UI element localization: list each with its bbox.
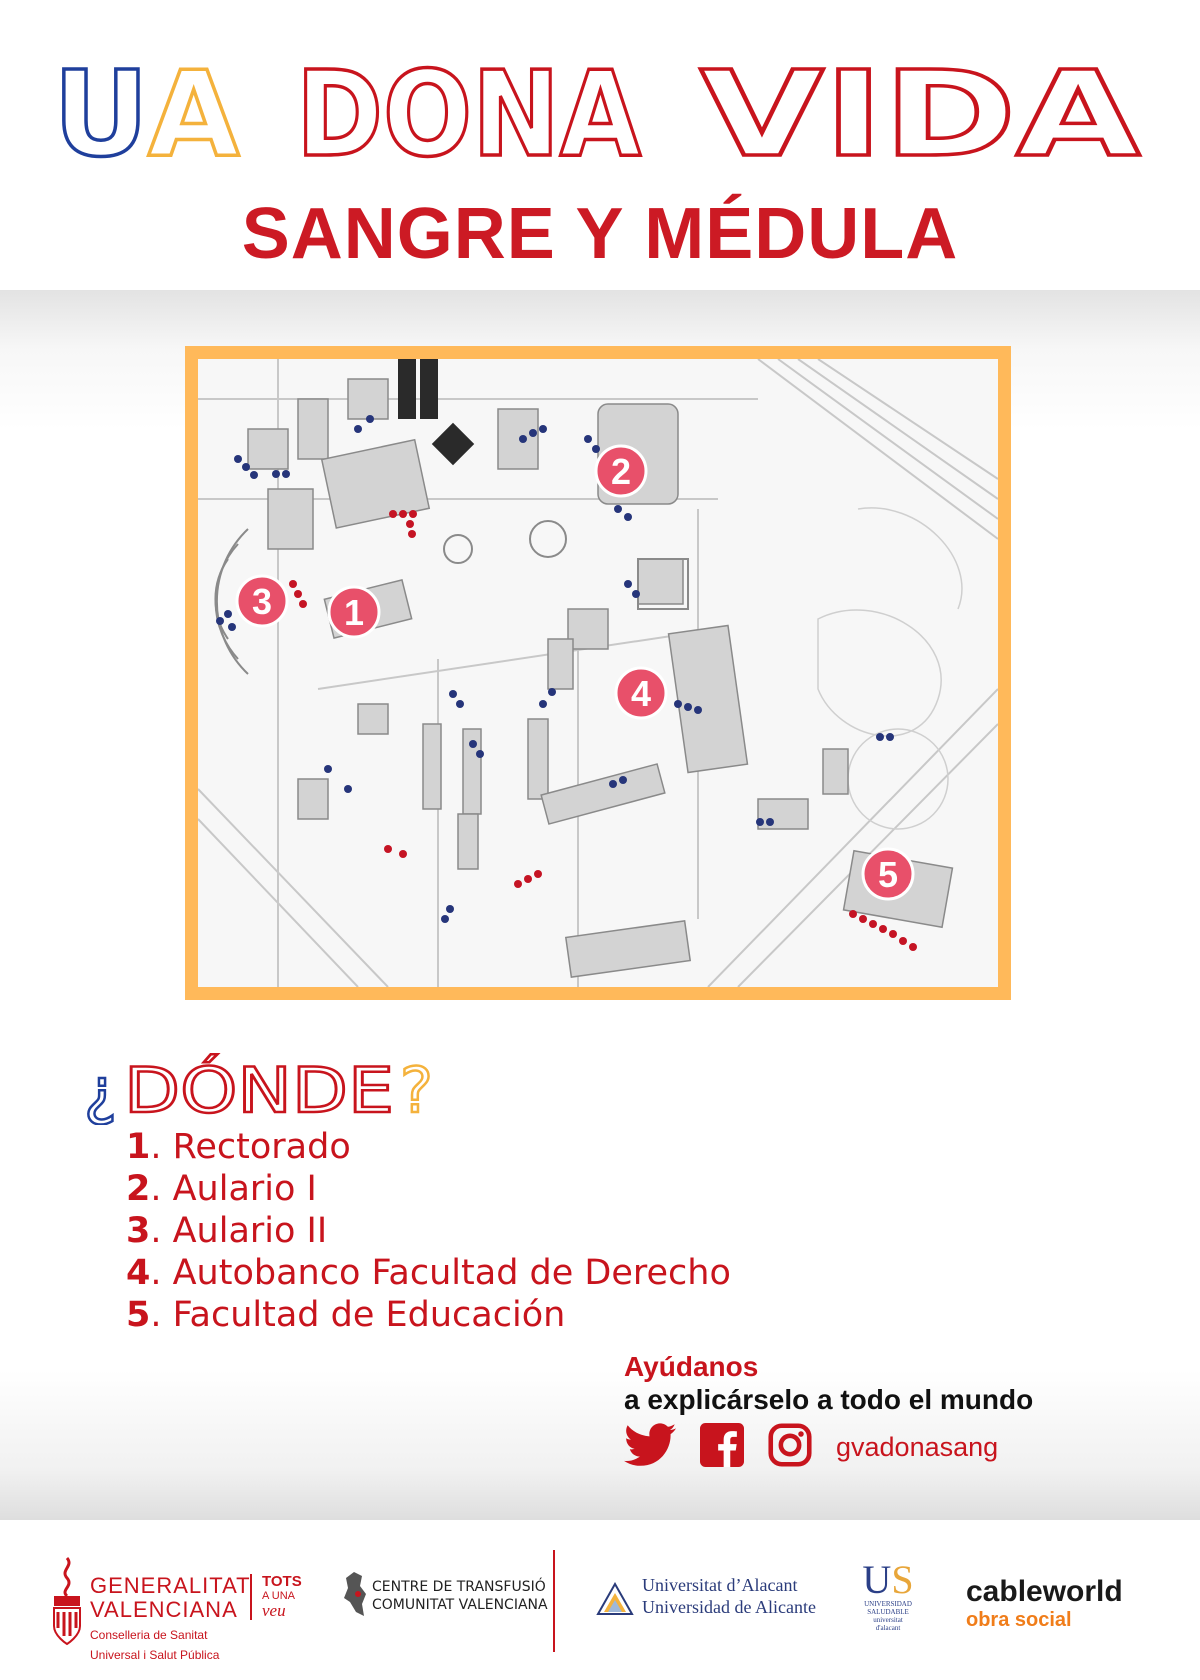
cableworld-logo: cableworld obra social xyxy=(966,1575,1123,1631)
footer xyxy=(0,1520,1200,1680)
svg-text:5: 5 xyxy=(877,854,899,895)
instagram-icon[interactable] xyxy=(768,1423,812,1472)
location-list xyxy=(126,1126,731,1336)
facebook-icon[interactable] xyxy=(700,1423,744,1472)
map-pin-2[interactable] xyxy=(596,446,646,496)
generalitat-crest-icon xyxy=(50,1556,84,1646)
map-pin-3[interactable] xyxy=(237,576,287,626)
help-line-1: Ayúdanos xyxy=(624,1351,759,1382)
list-item: 3. Aulario II xyxy=(126,1211,328,1251)
list-item: 4. Autobanco Facultad de Derecho xyxy=(126,1253,731,1293)
tots-a-una-veu-logo: TOTS A UNA veu xyxy=(250,1574,302,1620)
help-line-2: a explicárselo a todo el mundo xyxy=(624,1384,1034,1415)
subtitle: SANGRE Y MÉDULA xyxy=(241,194,959,274)
social-handle[interactable]: gvadonasang xyxy=(836,1431,999,1462)
where-word: DÓNDE xyxy=(124,1054,394,1125)
title-word-dona: DONA xyxy=(296,45,641,170)
ua-logo-icon xyxy=(596,1582,634,1616)
help-message xyxy=(624,1351,1033,1417)
map-pin-5[interactable] xyxy=(863,849,913,899)
ctcv-logo: CENTRE DE TRANSFUSIÓ COMUNITAT VALENCIANA xyxy=(372,1579,548,1613)
list-item: 5. Facultad de Educación xyxy=(126,1295,566,1335)
map-pin-1[interactable] xyxy=(329,587,379,637)
universidad-alicante-logo: Universitat d’Alacant Universidad de Alicante xyxy=(642,1575,816,1617)
social-row xyxy=(624,1422,998,1472)
map-pin-4[interactable] xyxy=(616,668,666,718)
ctcv-region-icon xyxy=(340,1572,370,1618)
svg-text:3: 3 xyxy=(251,581,273,622)
title-letter-u: U xyxy=(53,45,149,170)
where-open-question: ¿ xyxy=(84,1054,117,1125)
svg-text:2: 2 xyxy=(610,451,632,492)
svg-text:4: 4 xyxy=(630,673,652,714)
map-drawing xyxy=(198,359,998,987)
title-word-vida: VIDA xyxy=(700,45,1140,170)
footer-divider xyxy=(553,1550,555,1652)
list-item: 2. Aulario I xyxy=(126,1169,317,1209)
universidad-saludable-logo: US UNIVERSIDAD SALUDABLE universitat d'alacant xyxy=(862,1557,914,1632)
svg-text:1: 1 xyxy=(343,592,365,633)
twitter-icon[interactable] xyxy=(624,1423,676,1472)
where-heading xyxy=(80,1050,460,1125)
campus-map[interactable] xyxy=(185,346,1011,1000)
where-close-question: ? xyxy=(400,1054,433,1125)
main-title xyxy=(0,40,1200,170)
title-letter-a: A xyxy=(148,45,240,170)
list-item: 1. Rectorado xyxy=(126,1127,351,1167)
generalitat-logo: GENERALITAT VALENCIANA Conselleria de Sanitat Universal i Salut Pública xyxy=(90,1573,251,1662)
